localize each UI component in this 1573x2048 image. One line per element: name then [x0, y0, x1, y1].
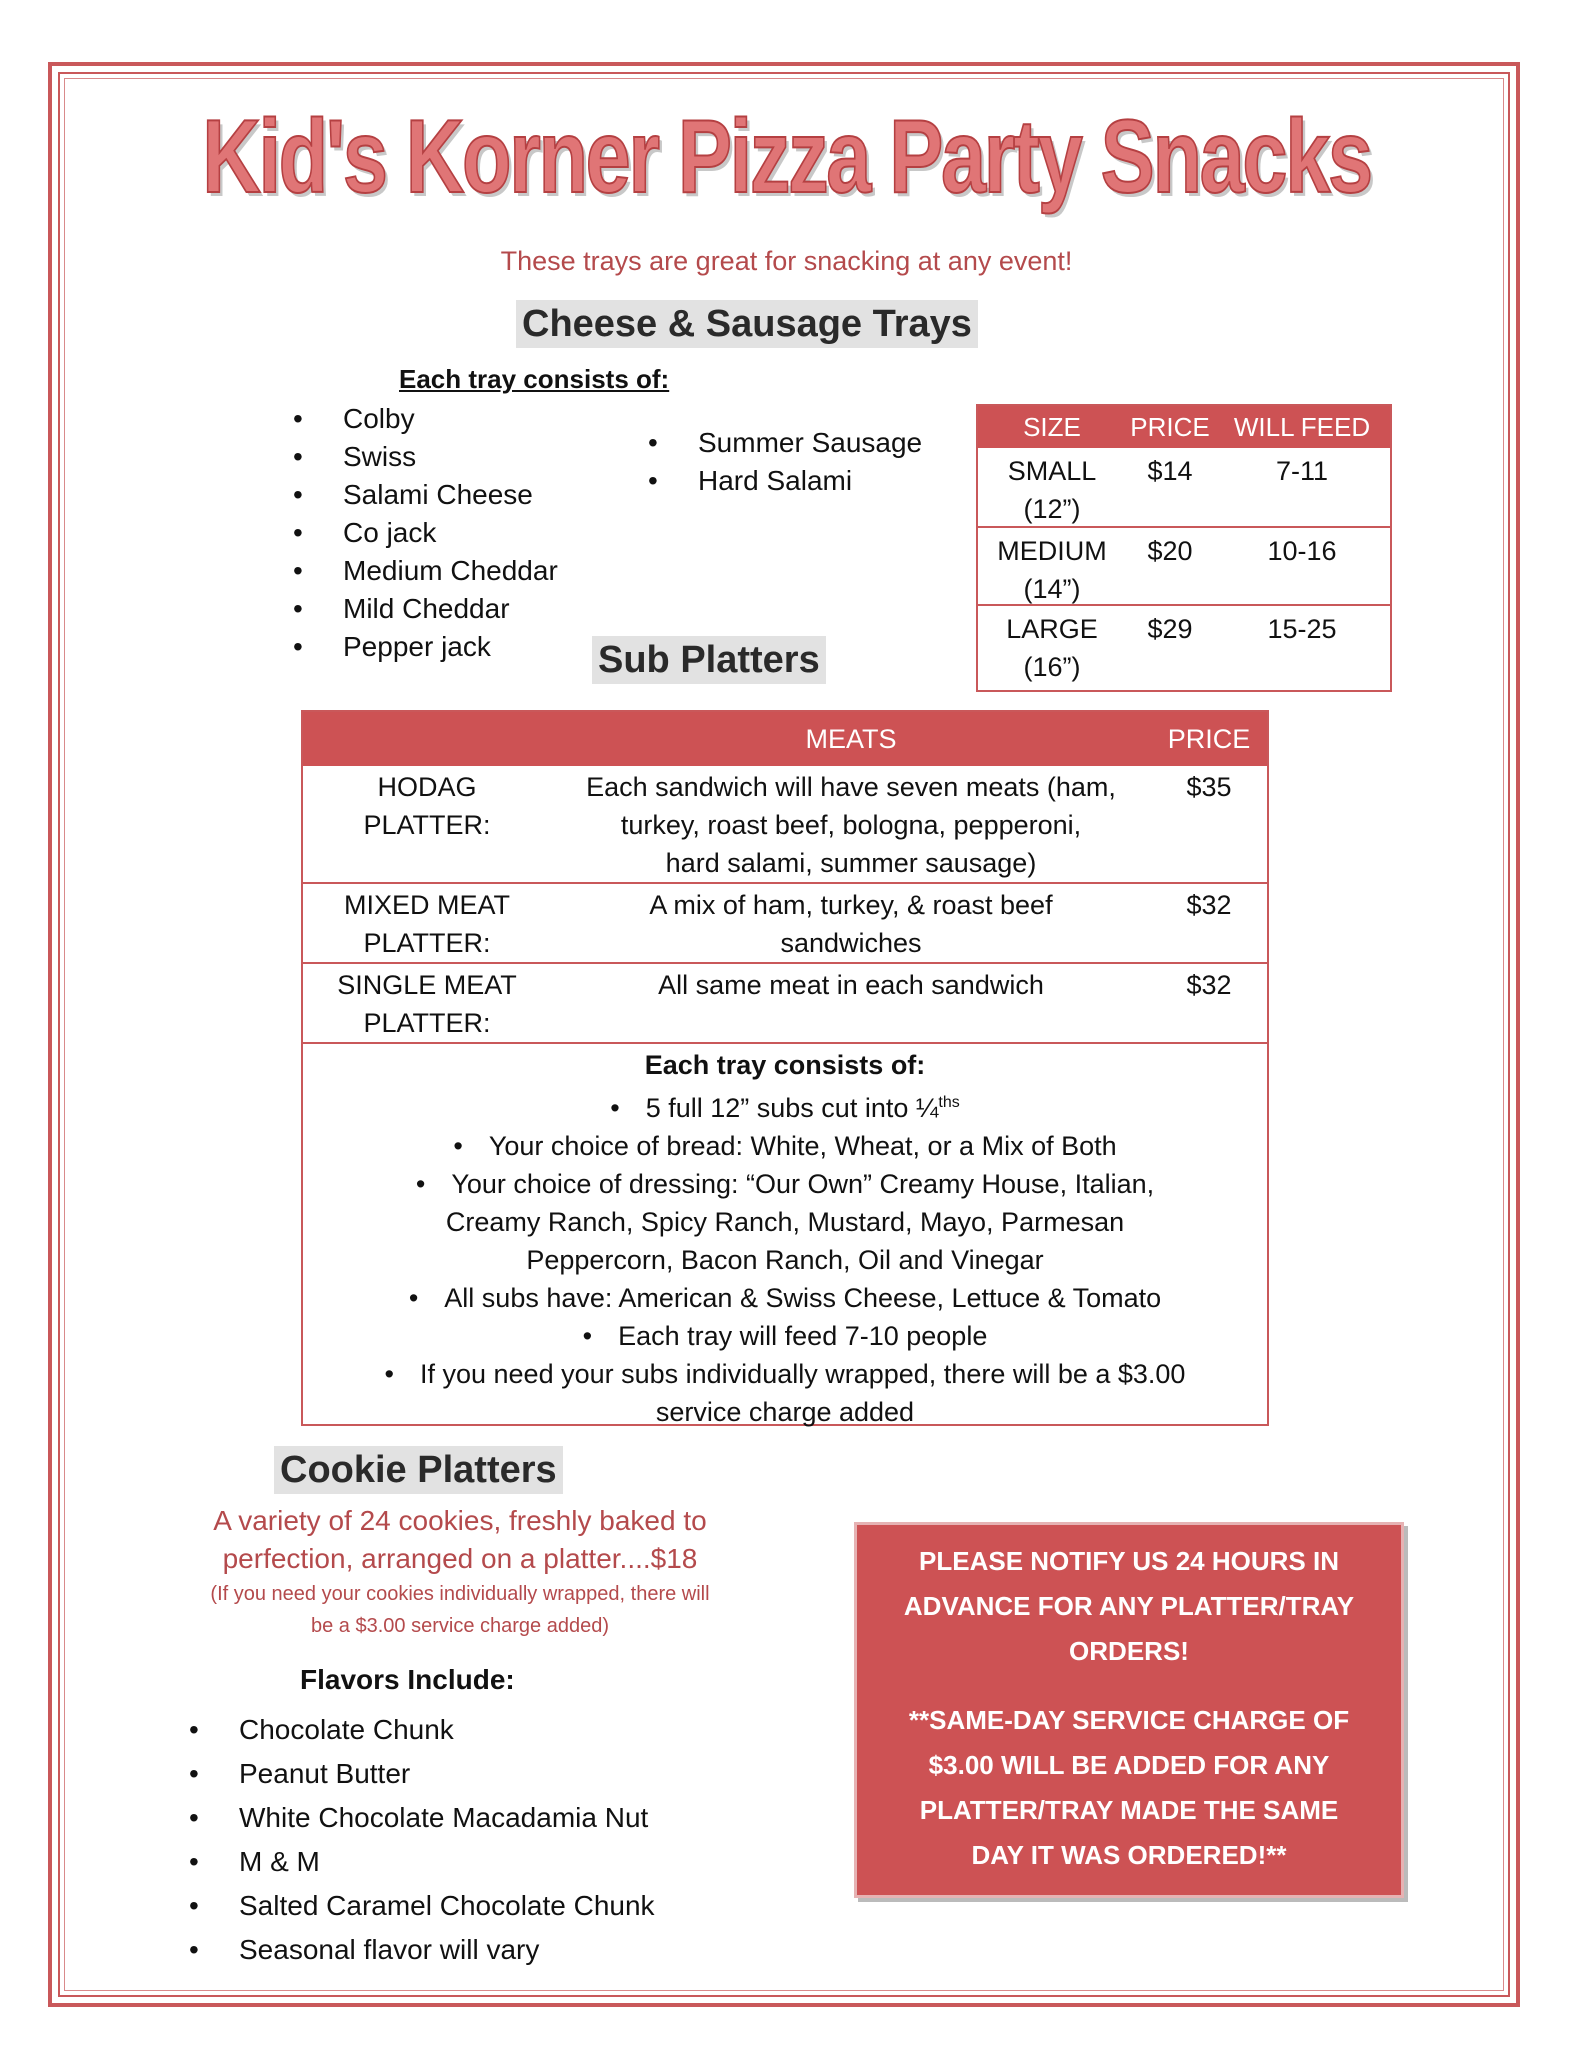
- feeds: 10-16: [1267, 536, 1337, 566]
- cookie-platters-heading: Cookie Platters: [274, 1446, 563, 1494]
- notice-line: ADVANCE FOR ANY PLATTER/TRAY: [903, 1591, 1355, 1621]
- detail-line: Peppercorn, Bacon Ranch, Oil and Vinegar: [526, 1245, 1044, 1275]
- sub-platters-heading: Sub Platters: [592, 636, 826, 684]
- cookie-description: [170, 1502, 750, 1578]
- header-price: PRICE: [1130, 411, 1210, 442]
- list-item: • White Chocolate Macadamia Nut: [189, 1796, 655, 1840]
- cookie-desc-line: perfection, arranged on a platter....$18: [222, 1543, 698, 1574]
- ths-superscript: ths: [938, 1094, 960, 1111]
- platter-name: HODAG: [377, 772, 477, 802]
- feeds: 7-11: [1275, 456, 1329, 486]
- platter-desc: hard salami, summer sausage): [665, 848, 1037, 878]
- size-inches: (16”): [1023, 652, 1081, 682]
- price: $29: [1147, 614, 1193, 644]
- table-row: [303, 964, 1267, 1044]
- size-label: LARGE: [1006, 614, 1098, 644]
- cookie-note-line: (If you need your cookies individually wrapped, there will: [210, 1583, 710, 1605]
- size-label: MEDIUM: [997, 536, 1107, 566]
- sub-platters-table: [301, 710, 1269, 1426]
- size-label: SMALL: [1007, 456, 1097, 486]
- platter-price: $35: [1186, 772, 1232, 802]
- cookie-note: [170, 1578, 750, 1642]
- platter-price: $32: [1186, 970, 1232, 1000]
- list-item: • Salami Cheese: [293, 476, 558, 514]
- price: $20: [1147, 536, 1193, 566]
- detail-line: Each tray will feed 7-10 people: [618, 1321, 988, 1351]
- detail-line: If you need your subs individually wrapped, there will be a $3.00: [419, 1359, 1186, 1389]
- list-item: • Mild Cheddar: [293, 590, 558, 628]
- table-row: [303, 766, 1267, 884]
- platter-desc: turkey, roast beef, bologna, pepperoni,: [620, 810, 1082, 840]
- table-row: [978, 526, 1390, 604]
- list-item: • M & M: [189, 1840, 655, 1884]
- cheese-list-right: [648, 424, 922, 500]
- flavors-label: Flavors Include:: [300, 1664, 515, 1695]
- platter-desc: A mix of ham, turkey, & roast beef: [649, 890, 1053, 920]
- list-item: • Hard Salami: [648, 462, 922, 500]
- detail-line: service charge added: [655, 1397, 915, 1427]
- detail-line: Creamy Ranch, Spicy Ranch, Mustard, Mayo, Parmesan: [445, 1207, 1125, 1237]
- header-price: PRICE: [1167, 723, 1251, 754]
- notice-line: PLEASE NOTIFY US 24 HOURS IN: [919, 1546, 1339, 1576]
- cheese-consists-label: Each tray consists of:: [399, 364, 670, 394]
- platter-price: $32: [1186, 890, 1232, 920]
- detail-line: Your choice of dressing: “Our Own” Creamy House, Italian,: [451, 1169, 1155, 1199]
- cookie-desc-line: A variety of 24 cookies, freshly baked to: [213, 1505, 707, 1536]
- platter-name-2: PLATTER:: [363, 928, 491, 958]
- platter-desc: Each sandwich will have seven meats (ham,: [586, 772, 1116, 802]
- notice-line: $3.00 WILL BE ADDED FOR ANY: [928, 1750, 1330, 1780]
- page-title: Kid's Korner Pizza Party Snacks: [202, 99, 1371, 215]
- platter-desc: sandwiches: [780, 928, 922, 958]
- platter-name-2: PLATTER:: [363, 1008, 491, 1038]
- detail-line: Your choice of bread: White, Wheat, or a Mix of Both: [488, 1131, 1117, 1161]
- sub-tray-details: Each tray consists of: • 5 full 12” subs cut into ¼$^{ths}$ • Your choice of bread: White, Wheat, or a Mix of Both • Your choice of dressing: “Our Own” Creamy House, Italian, Creamy Ranch, Spicy Ranch, Mustard, Mayo, Parmesan Peppercorn, Bacon Ranch, Oil and Vinegar • All subs have: American & Swiss Cheese, Lettuce & Tomato • Each tray will feed 7-10 people • If you need your subs individually wrapped, there will be a $3.00 service charge added: [303, 1044, 1267, 1431]
- sub-consists-label: Each tray consists of:: [644, 1050, 926, 1080]
- size-inches: (14”): [1023, 574, 1081, 604]
- table-row: [978, 448, 1390, 526]
- table-row: [303, 884, 1267, 964]
- list-item: • Co jack: [293, 514, 558, 552]
- page-subtitle: These trays are great for snacking at any event!: [500, 246, 1073, 276]
- detail-line: All subs have: American & Swiss Cheese, Lettuce & Tomato: [444, 1283, 1162, 1313]
- list-item: • Medium Cheddar: [293, 552, 558, 590]
- list-item: • Chocolate Chunk: [189, 1708, 655, 1752]
- list-item: • Seasonal flavor will vary: [189, 1928, 655, 1972]
- table-row: [978, 604, 1390, 682]
- detail-line: 5 full 12” subs cut into ¼: [645, 1093, 939, 1123]
- header-meats: MEATS: [805, 723, 897, 754]
- feeds: 15-25: [1267, 614, 1337, 644]
- table-header: [978, 406, 1390, 448]
- list-item: • Peanut Butter: [189, 1752, 655, 1796]
- size-inches: (12”): [1023, 494, 1081, 524]
- cheese-trays-heading: Cheese & Sausage Trays: [516, 300, 978, 348]
- platter-name: SINGLE MEAT: [337, 970, 517, 1000]
- table-header: [303, 712, 1267, 766]
- notice-line: DAY IT WAS ORDERED!**: [971, 1840, 1287, 1870]
- platter-desc: All same meat in each sandwich: [658, 970, 1044, 1000]
- notice-line: **SAME-DAY SERVICE CHARGE OF: [908, 1705, 1350, 1735]
- notice-line: ORDERS!: [1069, 1636, 1189, 1666]
- flavors-list: [189, 1708, 655, 1972]
- list-item: • Pepper jack: [293, 628, 558, 666]
- list-item: • Colby: [293, 400, 558, 438]
- cookie-note-line: be a $3.00 service charge added): [311, 1615, 609, 1637]
- header-size: SIZE: [1023, 411, 1081, 442]
- platter-name: MIXED MEAT: [343, 890, 510, 920]
- cheese-size-table: [976, 404, 1392, 692]
- notice-line: PLATTER/TRAY MADE THE SAME: [919, 1795, 1339, 1825]
- list-item: • Summer Sausage: [648, 424, 922, 462]
- platter-name-2: PLATTER:: [363, 810, 491, 840]
- price: $14: [1147, 456, 1193, 486]
- list-item: • Salted Caramel Chocolate Chunk: [189, 1884, 655, 1928]
- cheese-list-left: [293, 400, 558, 666]
- header-will-feed: WILL FEED: [1233, 411, 1371, 442]
- list-item: • Swiss: [293, 438, 558, 476]
- advance-notice-box: [854, 1522, 1404, 1898]
